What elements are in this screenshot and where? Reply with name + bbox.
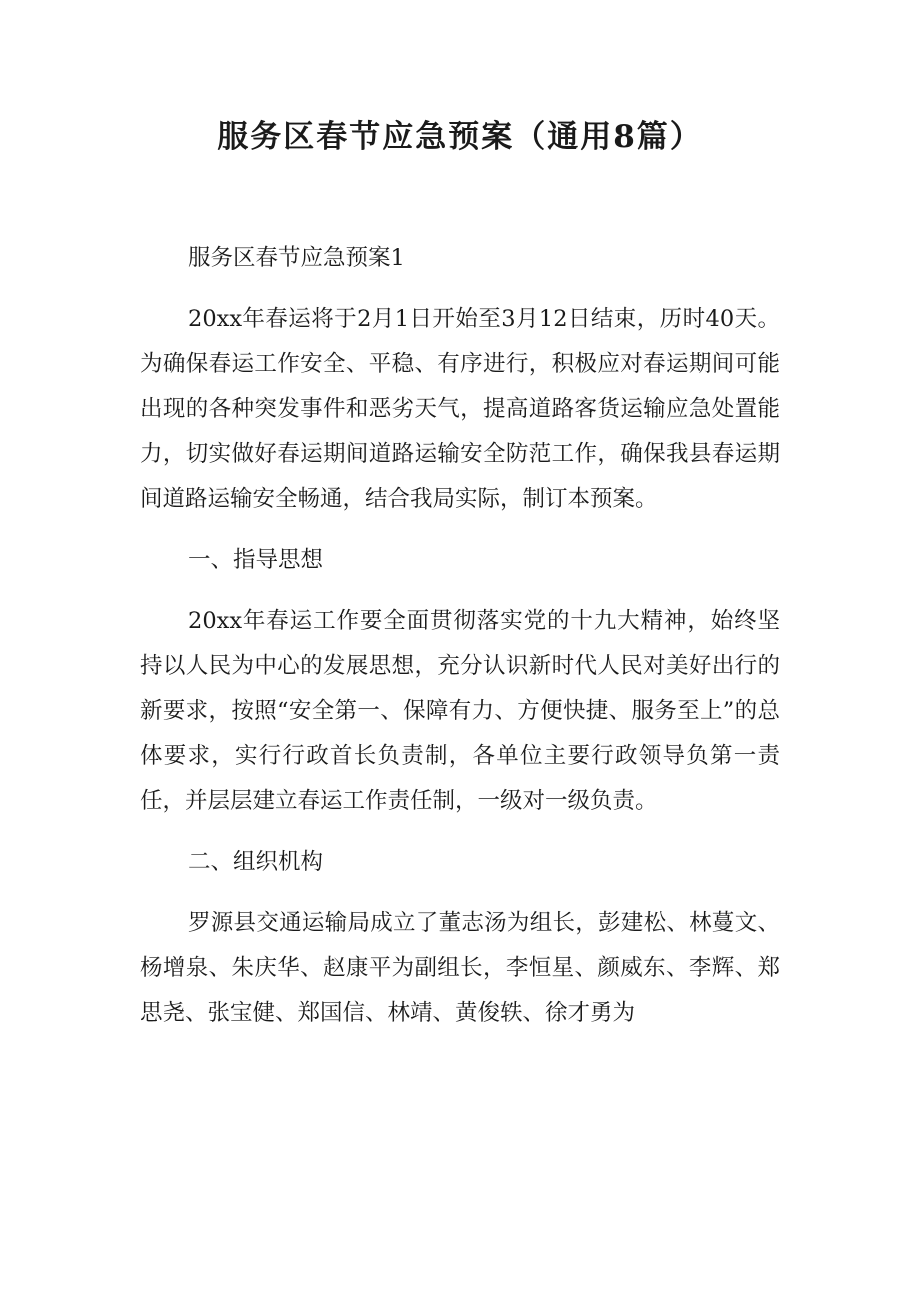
document-title: 服务区春节应急预案（通用8篇） [217, 119, 703, 155]
section-heading: 二、组织机构 [188, 849, 324, 875]
body-paragraph: 罗源县交通运输局成立了董志汤为组长，彭建松、林蔓文、杨增泉、朱庆华、赵康平为副组长，李恒星、颜威东、李辉、郑思尧、张宝健、郑国信、林靖、黄俊轶、徐才勇为 [140, 910, 780, 1026]
section-heading: 一、指导思想 [188, 547, 324, 573]
section-heading: 服务区春节应急预案1 [188, 245, 405, 271]
body-paragraph: 20xx年春运工作要全面贯彻落实党的十九大精神，始终坚持以人民为中心的发展思想，充分认识新时代人民对美好出行的新要求，按照“安全第一、保障有力、方便快捷、服务至上”的总体要求，实行行政首长负责制，各单位主要行政领导负第一责任，并层层建立春运工作责任制，一级对一级负责。 [140, 608, 780, 814]
document-body [140, 236, 780, 1052]
body-paragraph: 20xx年春运将于2月1日开始至3月12日结束，历时40天。为确保春运工作安全、平稳、有序进行，积极应对春运期间可能出现的各种突发事件和恶劣天气，提高道路客货运输应急处置能力，切实做好春运期间道路运输安全防范工作，确保我县春运期间道路运输安全畅通，结合我局实际，制订本预案。 [140, 306, 780, 512]
